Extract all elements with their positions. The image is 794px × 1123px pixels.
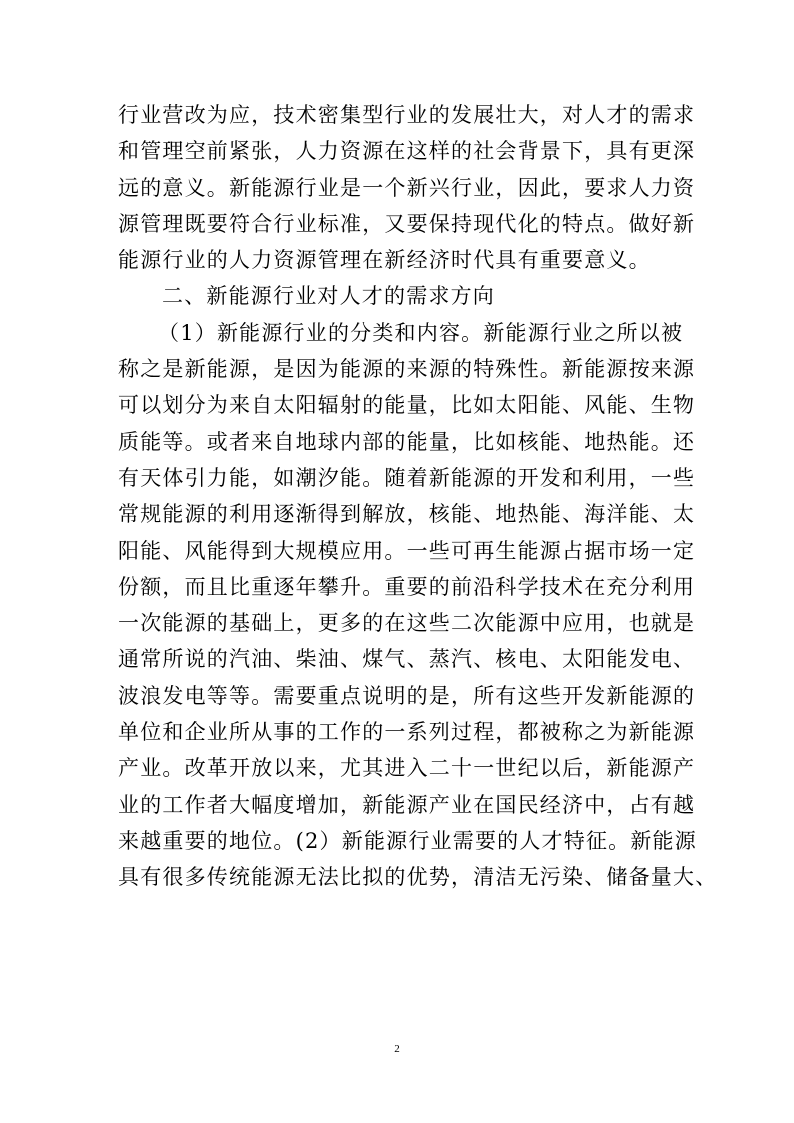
text-line: 产业。改革开放以来，尤其进入二十一世纪以后，新能源产 <box>118 756 696 781</box>
page-number: 2 <box>394 1043 400 1055</box>
text-line: 可以划分为来自太阳辐射的能量，比如太阳能、风能、生物 <box>118 393 696 418</box>
text-line: 称之是新能源，是因为能源的来源的特殊性。新能源按来源 <box>118 357 696 382</box>
text-line: 一次能源的基础上，更多的在这些二次能源中应用，也就是 <box>118 611 696 636</box>
text-line: 份额，而且比重逐年攀升。重要的前沿科学技术在充分利用 <box>118 574 696 599</box>
text-line: 远的意义。新能源行业是一个新兴行业，因此，要求人力资 <box>118 175 696 200</box>
text-line: （1）新能源行业的分类和内容。新能源行业之所以被 <box>158 320 684 345</box>
text-line: 阳能、风能得到大规模应用。一些可再生能源占据市场一定 <box>118 538 696 563</box>
text-line: 常规能源的利用逐渐得到解放，核能、地热能、海洋能、太 <box>118 502 696 527</box>
text-line: 来越重要的地位。(2）新能源行业需要的人才特征。新能源 <box>118 828 697 853</box>
text-line: 波浪发电等等。需要重点说明的是，所有这些开发新能源的 <box>118 683 696 708</box>
text-line: 能源行业的人力资源管理在新经济时代具有重要意义。 <box>118 248 651 273</box>
text-line: 行业营改为应，技术密集型行业的发展壮大，对人才的需求 <box>118 103 696 127</box>
body-text <box>118 97 718 896</box>
text-line: 业的工作者大幅度增加，新能源产业在国民经济中，占有越 <box>118 792 696 817</box>
section-heading: 二、新能源行业对人才的需求方向 <box>162 284 495 309</box>
text-line: 和管理空前紧张，人力资源在这样的社会背景下，具有更深 <box>118 139 696 164</box>
text-line: 质能等。或者来自地球内部的能量，比如核能、地热能。还 <box>118 429 696 454</box>
text-line: 单位和企业所从事的工作的一系列过程，都被称之为新能源 <box>118 720 696 745</box>
text-line: 有天体引力能，如潮汐能。随着新能源的开发和利用，一些 <box>118 465 696 490</box>
text-line: 通常所说的汽油、柴油、煤气、蒸汽、核电、太阳能发电、 <box>118 647 696 672</box>
text-line: 源管理既要符合行业标准，又要保持现代化的特点。做好新 <box>118 211 696 236</box>
text-line: 具有很多传统能源无法比拟的优势，清洁无污染、储备量大、 <box>118 865 718 890</box>
